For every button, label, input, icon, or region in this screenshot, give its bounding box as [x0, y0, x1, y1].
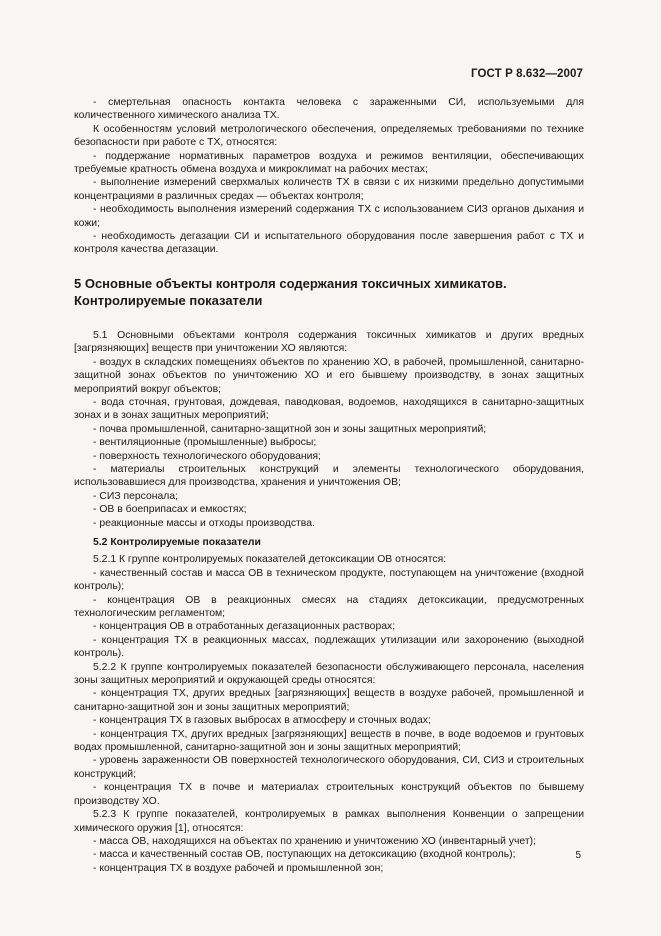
intro-paragraph-3: - поддержание нормативных параметров воздуха и режимов вентиляции, обеспечивающих требуемые кратность обмена воздуха и микроклимат на рабочих местах; — [74, 150, 584, 176]
section-5-2-paragraph-5: - концентрация ТХ в реакционных массах, подлежащих утилизации или захоронению (выходной контроль). — [74, 634, 584, 660]
section-5-1-paragraph-2: - воздух в складских помещениях объектов по хранению ХО, в рабочей, промышленной, санитарно-защитной зонах объектов по уничтожению ХО и его бывшему производству, в зонах защитных мероприятий вокруг объектов; — [74, 356, 584, 395]
document-content — [74, 96, 584, 875]
section-5-2-paragraph-2: - качественный состав и масса ОВ в техническом продукте, поступающем на уничтожение (входной контроль); — [74, 567, 584, 593]
section-5-2-paragraph-4: - концентрация ОВ в отработанных дегазационных растворах; — [93, 621, 396, 633]
subsection-5-2-heading: 5.2 Контролируемые показатели — [93, 536, 261, 548]
intro-paragraph-2: К особенностям условий метрологического обеспечения, определяемых требованиями по технике безопасности при работе с ТХ, относятся: — [74, 123, 584, 149]
intro-paragraph-1: - смертельная опасность контакта человека с зараженными СИ, используемыми для количественного химического анализа ТХ. — [74, 97, 584, 122]
document-header: ГОСТ Р 8.632—2007 — [471, 68, 583, 80]
section-5-1-paragraph-10: - реакционные массы и отходы производства. — [93, 517, 315, 529]
section-5-1-paragraph-7: - материалы строительных конструкций и элементы технологического оборудования, использовавшиеся для производства, хранения и уничтожения ОВ; — [74, 463, 584, 489]
intro-paragraph-5: - необходимость выполнения измерений содержания ТХ с использованием СИЗ органов дыхания и кожи; — [74, 204, 584, 229]
intro-paragraph-6: - необходимость дегазации СИ и испытательного оборудования после завершения работ с ТХ и контроля качества дегазации. — [74, 231, 584, 256]
section-5-2-paragraph-6: 5.2.2 К группе контролируемых показателей безопасности обслуживающего персонала, населения зоны защитных мероприятий и окружающей среды относятся: — [74, 661, 584, 687]
section-5-2-paragraph-13: - масса ОВ, находящихся на объектах по хранению и уничтожению ХО (инвентарный учет); — [93, 835, 536, 847]
section-5-1-paragraph-9: - ОВ в боеприпасах и емкостях; — [93, 504, 247, 516]
section-5-1-paragraph-8: - СИЗ персонала; — [93, 490, 179, 502]
section-5-2-paragraph-3: - концентрация ОВ в реакционных смесях на стадиях детоксикации, предусмотренных технологическим регламентом; — [74, 594, 584, 619]
section-5-2-paragraph-9: - концентрация ТХ, других вредных [загрязняющих] веществ в почве, в воде водоемов и грунтовых водах промышленной, санитарно-защитной зон и зоны защитных мероприятий; — [74, 728, 584, 754]
intro-paragraph-4: - выполнение измерений сверхмалых количеств ТХ в связи с их низкими предельно допустимыми концентрациями в различных средах — объектах контроля; — [74, 177, 584, 202]
section-5-heading: 5 Основные объекты контроля содержания токсичных химикатов. Контролируемые показатели — [74, 275, 507, 308]
section-5-2-paragraph-8: - концентрация ТХ в газовых выбросах в атмосферу и сточных водах; — [93, 715, 431, 727]
section-5-2-paragraph-10: - уровень зараженности ОВ поверхностей технологического оборудования, СИ, СИЗ и строительных конструкций; — [74, 755, 584, 780]
section-5-2-paragraph-14: - масса и качественный состав ОВ, поступающих на детоксикацию (входной контроль); — [93, 849, 516, 861]
section-5-1-paragraph-5: - вентиляционные (промышленные) выбросы; — [93, 437, 317, 449]
section-5-2-paragraph-7: - концентрация ТХ, других вредных [загрязняющих] веществ в воздухе рабочей, промышленной и санитарно-защитной зон и зоны защитных мероприятий; — [74, 688, 584, 713]
section-5-1-paragraph-4: - почва промышленной, санитарно-защитной зон и зоны защитных мероприятий; — [93, 423, 487, 435]
section-5-1-paragraph-6: - поверхность технологического оборудования; — [93, 450, 321, 462]
section-5-2-paragraph-12: 5.2.3 К группе показателей, контролируемых в рамках выполнения Конвенции о запрещении химического оружия [1], относятся: — [74, 809, 584, 834]
section-5-2-paragraph-15: - концентрация ТХ в воздухе рабочей и промышленной зон; — [93, 862, 384, 874]
section-5-1-paragraph-3: - вода сточная, грунтовая, дождевая, паводковая, водоемов, находящихся в санитарно-защитных зонах и в зонах защитных мероприятий; — [74, 396, 584, 422]
page-number: 5 — [575, 850, 581, 861]
section-5-2-paragraph-11: - концентрация ТХ в почве и материалах строительных конструкций объектов по бывшему производству ХО. — [74, 782, 584, 807]
section-5-1-paragraph-1: 5.1 Основными объектами контроля содержания токсичных химикатов и других вредных [загрязняющих] веществ при уничтожении ХО являются: — [74, 329, 584, 355]
section-5-2-paragraph-1: 5.2.1 К группе контролируемых показателей детоксикации ОВ относятся: — [93, 554, 447, 566]
